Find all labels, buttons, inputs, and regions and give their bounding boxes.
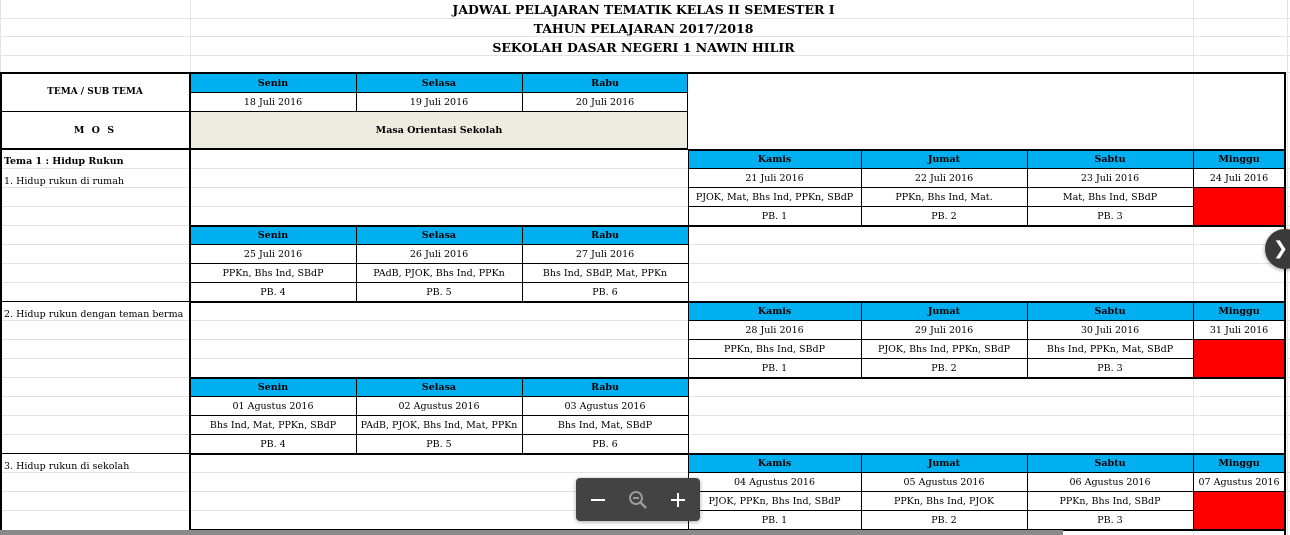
day-header-selasa: Selasa — [356, 74, 522, 92]
pb-cell: PB. 1 — [761, 515, 788, 526]
mos-label: M O S — [73, 124, 117, 136]
date-cell: 21 Juli 2016 — [745, 173, 804, 184]
date-cell: 02 Agustus 2016 — [398, 401, 480, 412]
pb-cell: PB. 3 — [1097, 211, 1123, 222]
subject-cell: PJOK, PPKn, Bhs Ind, SBdP — [708, 496, 841, 507]
day-header-rabu: Rabu — [522, 74, 688, 92]
pb-cell: PB. 5 — [426, 439, 452, 450]
date-cell: 06 Agustus 2016 — [1069, 477, 1151, 488]
day-header-senin: Senin — [190, 74, 356, 92]
sheet-subtitle-year: TAHUN PELAJARAN 2017/2018 — [533, 21, 754, 36]
day-header-kamis: Kamis — [688, 454, 861, 472]
day-header-selasa: Selasa — [356, 378, 522, 396]
date-cell: 24 Juli 2016 — [1209, 173, 1269, 184]
holiday-marker — [1194, 340, 1285, 377]
date-cell: 30 Juli 2016 — [1080, 325, 1140, 336]
horizontal-scrollbar[interactable] — [0, 530, 1063, 535]
date-cell: 28 Juli 2016 — [745, 325, 804, 336]
subject-cell: PAdB, PJOK, Bhs Ind, Mat, PPKn — [360, 420, 518, 431]
day-header-minggu: Minggu — [1193, 150, 1285, 168]
sheet-title: JADWAL PELAJARAN TEMATIK KELAS II SEMESTER I — [452, 2, 835, 17]
date-cell: 25 Juli 2016 — [243, 249, 303, 260]
pb-cell: PB. 5 — [426, 287, 452, 298]
day-header-sabtu: Sabtu — [1027, 150, 1193, 168]
pb-cell: PB. 2 — [931, 515, 957, 526]
date-cell: 29 Juli 2016 — [914, 325, 974, 336]
date-cell: 19 Juli 2016 — [409, 97, 469, 108]
zoom-toolbar — [576, 478, 700, 521]
day-header-senin: Senin — [190, 378, 356, 396]
tema-header: TEMA / SUB TEMA — [47, 87, 143, 97]
day-header-kamis: Kamis — [688, 302, 861, 320]
day-header-rabu: Rabu — [522, 226, 688, 244]
day-header-jumat: Jumat — [861, 150, 1027, 168]
date-cell: 03 Agustus 2016 — [564, 401, 646, 412]
subject-cell: Bhs Ind, PPKn, Mat, SBdP — [1046, 344, 1174, 355]
subject-cell: PJOK, Mat, Bhs Ind, PPKn, SBdP — [695, 192, 854, 203]
subject-cell: Bhs Ind, Mat, SBdP — [557, 420, 653, 431]
date-cell: 23 Juli 2016 — [1080, 173, 1140, 184]
day-header-minggu: Minggu — [1193, 454, 1285, 472]
day-header-jumat: Jumat — [861, 302, 1027, 320]
magnifier-icon — [628, 490, 648, 510]
day-header-sabtu: Sabtu — [1027, 302, 1193, 320]
pb-cell: PB. 2 — [931, 363, 957, 374]
mos-cell: Masa Orientasi Sekolah — [190, 111, 688, 149]
date-cell: 04 Agustus 2016 — [733, 477, 816, 488]
subtema-2: 2. Hidup rukun dengan teman berma — [4, 309, 184, 320]
pb-cell: PB. 6 — [592, 439, 618, 450]
subject-cell: Bhs Ind, SBdP, Mat, PPKn — [542, 268, 668, 279]
date-cell: 05 Agustus 2016 — [903, 477, 985, 488]
date-cell: 22 Juli 2016 — [914, 173, 974, 184]
pb-cell: PB. 2 — [931, 211, 957, 222]
chevron-right-icon: ❯ — [1273, 238, 1289, 259]
date-cell: 20 Juli 2016 — [575, 97, 635, 108]
zoom-out-button[interactable] — [578, 478, 618, 521]
day-header-sabtu: Sabtu — [1027, 454, 1193, 472]
date-cell: 01 Agustus 2016 — [232, 401, 314, 412]
date-cell: 31 Juli 2016 — [1209, 325, 1269, 336]
day-header-jumat: Jumat — [861, 454, 1027, 472]
subtema-3: 3. Hidup rukun di sekolah — [4, 461, 130, 472]
day-header-kamis: Kamis — [688, 150, 861, 168]
subtema-1: 1. Hidup rukun di rumah — [4, 176, 124, 187]
date-cell: 27 Juli 2016 — [575, 249, 635, 260]
date-cell: 07 Agustus 2016 — [1198, 477, 1280, 488]
holiday-marker — [1194, 492, 1285, 529]
tema-1-title: Tema 1 : Hidup Rukun — [4, 156, 124, 167]
day-header-minggu: Minggu — [1193, 302, 1285, 320]
date-cell: 26 Juli 2016 — [409, 249, 469, 260]
day-header-rabu: Rabu — [522, 378, 688, 396]
subject-cell: PPKn, Bhs Ind, Mat. — [895, 192, 993, 203]
day-header-selasa: Selasa — [356, 226, 522, 244]
minus-icon — [590, 492, 606, 508]
pb-cell: PB. 4 — [260, 287, 286, 298]
subject-cell: PPKn, Bhs Ind, PJOK — [893, 496, 995, 507]
pb-cell: PB. 6 — [592, 287, 618, 298]
pb-cell: PB. 3 — [1097, 515, 1123, 526]
holiday-marker — [1194, 188, 1285, 225]
zoom-in-button[interactable] — [658, 478, 698, 521]
subject-cell: PPKn, Bhs Ind, SBdP — [1059, 496, 1161, 507]
pb-cell: PB. 1 — [761, 363, 788, 374]
zoom-reset-button[interactable] — [618, 478, 658, 521]
subject-cell: PAdB, PJOK, Bhs Ind, PPKn — [373, 268, 505, 279]
pb-cell: PB. 4 — [260, 439, 286, 450]
pb-cell: PB. 3 — [1097, 363, 1123, 374]
pb-cell: PB. 1 — [761, 211, 788, 222]
subject-cell: Bhs Ind, Mat, PPKn, SBdP — [209, 420, 337, 431]
date-cell: 18 Juli 2016 — [243, 97, 303, 108]
day-header-senin: Senin — [190, 226, 356, 244]
subject-cell: PPKn, Bhs Ind, SBdP — [724, 344, 825, 355]
sheet-subtitle-school: SEKOLAH DASAR NEGERI 1 NAWIN HILIR — [492, 40, 795, 55]
plus-icon — [670, 492, 686, 508]
subject-cell: PPKn, Bhs Ind, SBdP — [222, 268, 324, 279]
subject-cell: Mat, Bhs Ind, SBdP — [1062, 192, 1158, 203]
subject-cell: PJOK, Bhs Ind, PPKn, SBdP — [877, 344, 1011, 355]
